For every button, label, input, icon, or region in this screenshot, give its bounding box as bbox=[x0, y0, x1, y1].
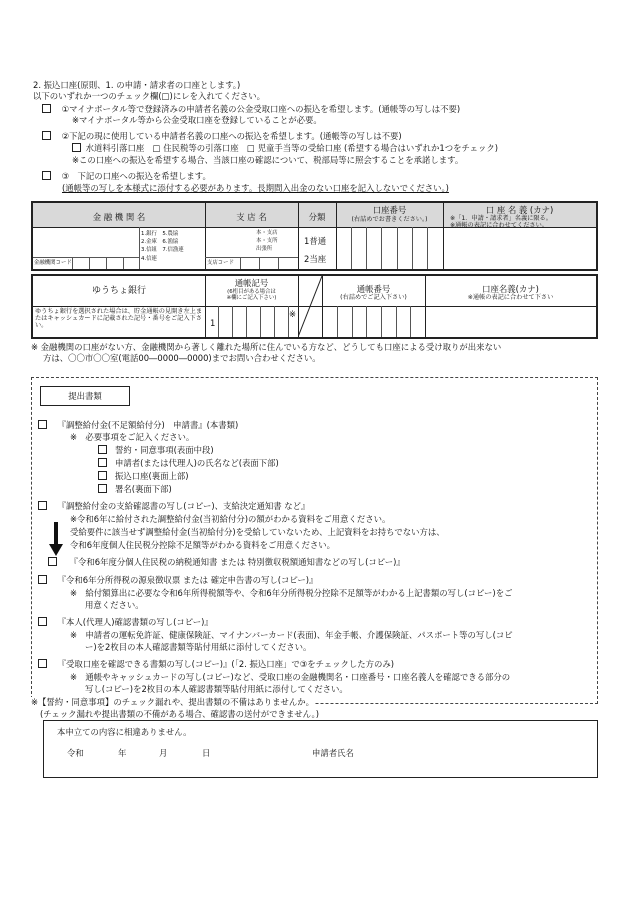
doc3-checkbox[interactable] bbox=[38, 575, 47, 584]
confirm-text: 本申立ての内容に相違ありません。 bbox=[57, 727, 192, 737]
doc2-note-3: 令和6年度個人住民税分控除不足額等がわかる資料をご用意ください。 bbox=[70, 540, 335, 550]
down-arrow-icon bbox=[49, 522, 63, 556]
pledge-line-2: (チェック漏れや提出書類の不備がある場合、確認書の送付ができません。) bbox=[40, 709, 319, 719]
type-current[interactable]: 2当座 bbox=[304, 254, 327, 264]
doc3-label: 『令和6年分所得税の源泉徴収票 または 確定申告書の写し(コピー)』 bbox=[57, 575, 318, 585]
pledge-line-1: ※【誓約・同意事項】のチェック漏れや、提出書類の不備はありませんか。 bbox=[31, 697, 314, 707]
water-account-checkbox[interactable] bbox=[72, 143, 81, 152]
doc1-checkbox[interactable] bbox=[38, 420, 47, 429]
bank-kind-2: 2.金庫 6.漁協 bbox=[141, 239, 179, 245]
doc2b-label: 『令和6年度分個人住民税の納税通知書 または 特別徴収税額通知書などの写し(コピー)』 bbox=[69, 557, 405, 567]
bank-kind-1: 1.銀行 5.農協 bbox=[141, 231, 179, 237]
option3-checkbox[interactable] bbox=[42, 171, 51, 180]
yucho-number-header: 通帳番号 bbox=[356, 284, 391, 294]
signer-label: 申請者氏名 bbox=[312, 748, 354, 758]
account-holder-note1: ※「1．申請・請求者」名義に限る。 bbox=[450, 215, 552, 222]
doc4-note-2: ー)を2枚目の本人確認書類等貼付用紙に添付してください。 bbox=[85, 642, 312, 652]
doc2-checkbox[interactable] bbox=[38, 501, 47, 510]
option3-note: (通帳等の写しを本様式に添付する必要があります。長期間入出金のない口座を記入しないでください。) bbox=[62, 183, 449, 193]
doc5-checkbox[interactable] bbox=[38, 659, 47, 668]
doc1-item-1[interactable]: 誓約・同意事項(表面中段) bbox=[98, 445, 214, 455]
bank-name-header: 金 融 機 関 名 bbox=[92, 212, 146, 222]
option2-sub-label: 水道料引落口座 □ 住民税等の引落口座 □ 児童手当等の受給口座 (希望する場合はいずれか1つをチェック) bbox=[85, 143, 498, 153]
doc4-checkbox[interactable] bbox=[38, 617, 47, 626]
account-holder-header: 口 座 名 義 (カナ) bbox=[485, 205, 554, 215]
contact-note-1: ※ 金融機関の口座がない方、金融機関から著しく離れた場所に住んでいる方など、どうしても口座による受け取りが出来ない bbox=[31, 342, 502, 352]
doc2-note-1: ※令和6年に給付された調整給付金(当初給付分)の額がわかる資料をご用意ください。 bbox=[70, 514, 391, 524]
doc2-note-2: 受給要件に該当せず調整給付金(当初給付分)を受給していないため、上記資料をお持ちでない方は、 bbox=[70, 527, 445, 537]
account-number-input[interactable] bbox=[337, 228, 442, 268]
account-holder-input[interactable] bbox=[444, 228, 595, 268]
yucho-code-prefix: 1 bbox=[210, 318, 216, 328]
doc3-note-1: ※ 給付額算出に必要な令和6年所得税額等や、令和6年分所得税分控除不足額等がわかる上記書類の写し(コピー)をご bbox=[70, 588, 513, 598]
branch-code-label: 支店コード bbox=[207, 260, 234, 266]
option2-label: ②下記の現に使用している申請者名義の口座への振込を希望します。(通帳等の写しは不要) bbox=[61, 131, 402, 141]
option2-note: ※この口座への振込を希望する場合、当該口座の確認について、税部局等に照会することを承諾します。 bbox=[72, 155, 464, 165]
doc3-note-2: 用意ください。 bbox=[85, 600, 144, 610]
day-label: 日 bbox=[202, 748, 211, 758]
signer-name-input[interactable] bbox=[362, 744, 587, 760]
branch-kind-3: 出張所 bbox=[256, 246, 273, 252]
option2-checkbox[interactable] bbox=[42, 131, 51, 140]
yucho-code-note: (6桁目がある場合は ※欄にご記入下さい) bbox=[226, 289, 277, 302]
option1-row[interactable] bbox=[42, 104, 460, 114]
branch-name-input[interactable] bbox=[206, 228, 254, 256]
yucho-number-input[interactable] bbox=[323, 307, 424, 336]
section2-instruction: 以下のいずれか一つのチェック欄(□)にレを入れてください。 bbox=[33, 91, 265, 101]
doc2-row[interactable] bbox=[38, 501, 309, 511]
option3-label: ③ 下記の口座への振込を希望します。 bbox=[61, 171, 211, 181]
doc2b-checkbox[interactable] bbox=[48, 557, 57, 566]
option1-checkbox[interactable] bbox=[42, 104, 51, 113]
yucho-code-input[interactable] bbox=[219, 307, 297, 336]
option1-note: ※マイナポータル等から公金受取口座を登録していることが必要。 bbox=[72, 115, 322, 125]
doc1-item-2[interactable]: 申請者(または代理人)の氏名など(表面下部) bbox=[98, 458, 279, 468]
contact-note-2: 方は、〇〇市〇〇室(電話00―0000―0000)までお問い合わせください。 bbox=[43, 353, 321, 363]
branch-kind-1: 本・支店 bbox=[256, 230, 278, 236]
bank-kind-4: 4.信連 bbox=[141, 256, 157, 262]
doc5-note-1: ※ 通帳やキャッシュカードの写し(コピー)など、受取口座の金融機関名・口座番号・口座名義人を確認できる部分の bbox=[70, 672, 511, 682]
doc1-note: ※ 必要事項をご記入ください。 bbox=[70, 432, 195, 442]
option1-label: ①マイナポータル等で登録済みの申請者名義の公金受取口座への振込を希望します。(通帳等の写しは不要) bbox=[61, 104, 461, 114]
yucho-sixth-digit-mark: ※ bbox=[289, 309, 297, 319]
yucho-holder-header: 口座名義(カナ) bbox=[482, 284, 539, 294]
documents-title: 提出書類 bbox=[68, 391, 102, 401]
yucho-diagonal bbox=[298, 276, 322, 337]
doc5-row[interactable] bbox=[38, 659, 394, 669]
doc4-note-1: ※ 申請者の運転免許証、健康保険証、マイナンバーカード(表面)、年金手帳、介護保険証、パスポート等の写し(コピ bbox=[70, 630, 513, 640]
branch-name-header: 支 店 名 bbox=[236, 212, 267, 222]
yucho-title: ゆうちょ銀行 bbox=[91, 286, 146, 296]
yucho-description: ゆうちょ銀行を選択された場合は、貯金通帳の見開き左上またはキャッシュカードに記載された記号・番号をご記入下さい。 bbox=[35, 308, 203, 330]
option3-row[interactable] bbox=[42, 171, 211, 181]
yucho-holder-subheader: ※通帳の表記に合わせて下さい bbox=[467, 294, 554, 301]
doc4-label: 『本人(代理人)確認書類の写し(コピー)』 bbox=[57, 617, 213, 627]
doc4-row[interactable] bbox=[38, 617, 213, 627]
account-type-header: 分類 bbox=[308, 212, 326, 222]
doc1-item-4[interactable]: 署名(裏面下部) bbox=[98, 484, 172, 494]
doc2-label: 『調整給付金の支給確認書の写し(コピー)、支給決定通知書 など』 bbox=[57, 501, 310, 511]
doc5-label: 『受取口座を確認できる書類の写し(コピー)』(「2. 振込口座」で③をチェックした方のみ) bbox=[57, 659, 394, 669]
yucho-holder-input[interactable] bbox=[426, 307, 595, 336]
bank-name-input[interactable] bbox=[33, 228, 138, 256]
doc1-label: 『調整給付金(不足額給付分) 申請書』(本書類) bbox=[57, 420, 239, 430]
option2-subchoices bbox=[72, 143, 498, 153]
era-label: 令和 bbox=[67, 748, 84, 758]
option2-row[interactable] bbox=[42, 131, 402, 141]
month-label: 月 bbox=[159, 748, 168, 758]
year-label: 年 bbox=[118, 748, 127, 758]
account-number-subheader: (右詰めでお書きください。) bbox=[351, 216, 428, 223]
doc1-row[interactable] bbox=[38, 420, 238, 430]
yucho-code-header: 通帳記号 bbox=[234, 278, 269, 288]
account-holder-note2: ※通帳の表記に合わせてください。 bbox=[450, 222, 548, 229]
yucho-number-subheader: (右詰めでご記入下さい) bbox=[340, 294, 407, 301]
doc5-note-2: 写し(コピー)を2枚目の本人確認書類等貼付用紙に添付してください。 bbox=[85, 684, 348, 694]
date-input[interactable] bbox=[80, 744, 215, 760]
type-ordinary[interactable]: 1普通 bbox=[304, 236, 327, 246]
account-number-header: 口座番号 bbox=[372, 205, 407, 215]
doc3-row[interactable] bbox=[38, 575, 317, 585]
branch-kind-2: 本・支所 bbox=[256, 238, 278, 244]
bank-code-label: 金融機関コード bbox=[34, 260, 72, 266]
doc1-item-3[interactable]: 振込口座(裏面上部) bbox=[98, 471, 189, 481]
doc2b-row[interactable] bbox=[48, 557, 405, 567]
section2-title: 2. 振込口座(原則、1. の申請・請求者の口座とします。) bbox=[33, 80, 241, 90]
bank-kind-3: 3.信組 7.信漁連 bbox=[141, 247, 184, 253]
